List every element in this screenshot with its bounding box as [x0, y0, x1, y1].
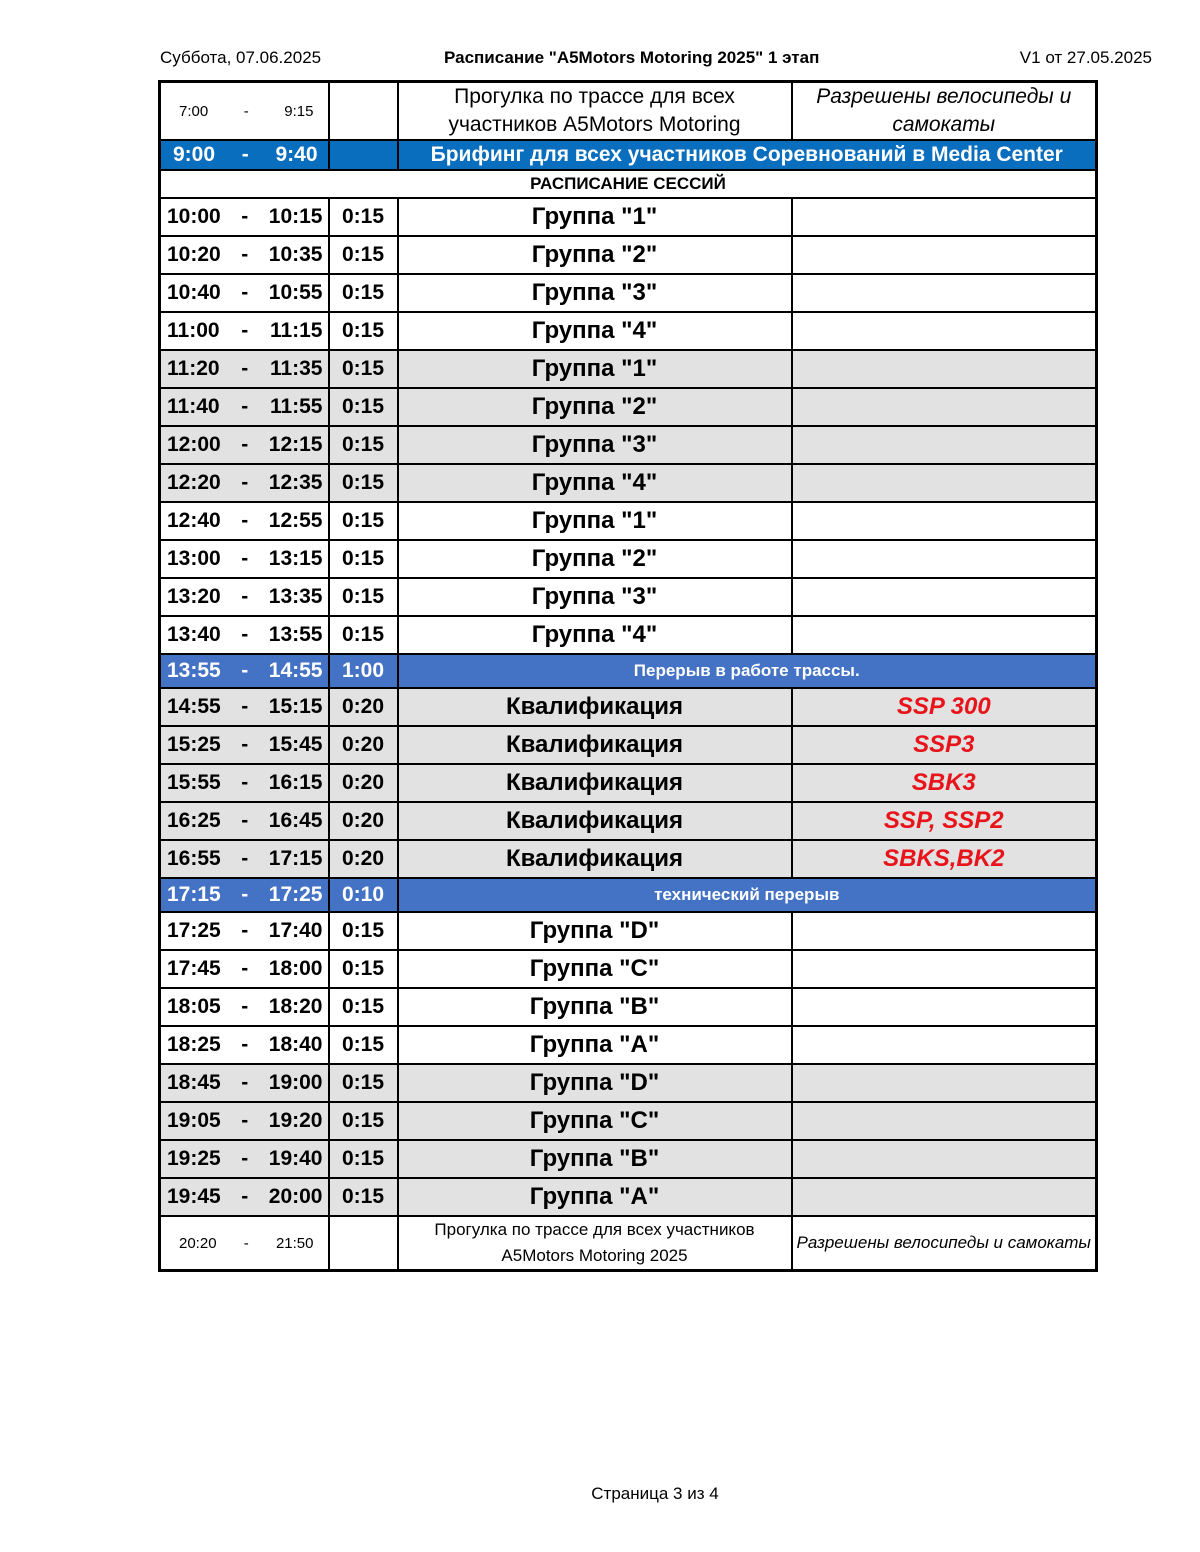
duration: 0:15	[329, 388, 398, 426]
end-time: 12:15	[268, 433, 323, 456]
start-time: 11:40	[167, 395, 220, 418]
start-time: 13:55	[167, 659, 221, 682]
session-class	[792, 350, 1097, 388]
session-row	[160, 950, 1097, 988]
session-row	[160, 616, 1097, 654]
end-time: 19:00	[268, 1071, 323, 1094]
end-time: 10:35	[268, 243, 323, 266]
session-class	[792, 1102, 1097, 1140]
end-time: 11:35	[269, 357, 323, 380]
walk-note: Разрешены велосипеды и самокаты	[792, 82, 1097, 141]
duration: 0:15	[329, 312, 398, 350]
time-cell	[160, 540, 329, 578]
walk-note: Разрешены велосипеды и самокаты	[792, 1216, 1097, 1271]
time-dash: -	[241, 357, 249, 380]
start-time: 18:45	[167, 1071, 221, 1094]
start-time: 10:40	[167, 281, 221, 304]
time-dash: -	[241, 243, 249, 266]
time-cell	[160, 802, 329, 840]
duration-cell	[329, 82, 398, 141]
session-row	[160, 426, 1097, 464]
start-time: 9:00	[173, 143, 216, 166]
time-dash: -	[241, 1147, 249, 1170]
session-class	[792, 464, 1097, 502]
duration: 0:20	[329, 764, 398, 802]
end-time: 13:35	[268, 585, 323, 608]
session-class	[792, 578, 1097, 616]
time-dash: -	[241, 957, 249, 980]
session-class	[792, 312, 1097, 350]
end-time: 12:55	[268, 509, 323, 532]
time-cell	[160, 502, 329, 540]
session-name: Группа "1"	[398, 198, 792, 236]
session-name: Группа "B"	[398, 988, 792, 1026]
time-dash: -	[241, 319, 249, 342]
time-cell	[160, 1216, 329, 1271]
duration: 0:15	[329, 426, 398, 464]
start-time: 15:55	[167, 771, 221, 794]
session-row	[160, 912, 1097, 950]
time-cell	[160, 1102, 329, 1140]
end-time: 17:25	[268, 883, 323, 906]
start-time: 16:55	[167, 847, 221, 870]
end-time: 16:15	[268, 771, 323, 794]
session-class	[792, 540, 1097, 578]
session-name: Группа "3"	[398, 578, 792, 616]
session-name: Группа "C"	[398, 1102, 792, 1140]
session-class	[792, 388, 1097, 426]
end-time: 20:00	[268, 1185, 323, 1208]
time-cell	[160, 578, 329, 616]
start-time: 13:40	[167, 623, 221, 646]
session-row	[160, 464, 1097, 502]
session-row	[160, 988, 1097, 1026]
briefing-row	[160, 140, 1097, 170]
session-row	[160, 726, 1097, 764]
duration: 0:15	[329, 616, 398, 654]
start-time: 17:15	[167, 883, 221, 906]
duration: 0:15	[329, 198, 398, 236]
header-title: Расписание "A5Motors Motoring 2025" 1 этап	[444, 48, 820, 67]
time-dash: -	[243, 102, 249, 120]
end-time: 18:40	[268, 1033, 323, 1056]
time-cell	[160, 764, 329, 802]
end-time: 21:50	[275, 1234, 314, 1252]
time-dash: -	[241, 919, 249, 942]
time-dash: -	[241, 585, 249, 608]
time-dash: -	[241, 995, 249, 1018]
end-time: 9:40	[275, 143, 318, 166]
start-time: 20:20	[179, 1234, 217, 1252]
session-class	[792, 502, 1097, 540]
break-row	[160, 654, 1097, 688]
duration: 0:15	[329, 1026, 398, 1064]
duration: 1:00	[329, 654, 398, 688]
duration: 0:15	[329, 578, 398, 616]
time-cell	[160, 878, 329, 912]
duration-cell	[329, 140, 398, 170]
session-class	[792, 236, 1097, 274]
session-row	[160, 198, 1097, 236]
session-name: Группа "A"	[398, 1178, 792, 1216]
session-class: SSP3	[792, 726, 1097, 764]
start-time: 13:20	[167, 585, 221, 608]
time-dash: -	[241, 695, 249, 718]
start-time: 12:40	[167, 509, 221, 532]
time-dash: -	[241, 143, 249, 166]
time-cell	[160, 1064, 329, 1102]
start-time: 17:45	[167, 957, 221, 980]
session-row	[160, 1064, 1097, 1102]
time-dash: -	[241, 547, 249, 570]
session-name: Группа "4"	[398, 312, 792, 350]
duration: 0:20	[329, 688, 398, 726]
break-description: технический перерыв	[398, 878, 1097, 912]
session-row	[160, 1026, 1097, 1064]
time-cell	[160, 840, 329, 878]
duration: 0:15	[329, 1102, 398, 1140]
time-dash: -	[241, 733, 249, 756]
session-class	[792, 950, 1097, 988]
session-name: Группа "D"	[398, 1064, 792, 1102]
time-cell	[160, 1140, 329, 1178]
session-name: Группа "3"	[398, 426, 792, 464]
duration: 0:15	[329, 988, 398, 1026]
duration: 0:15	[329, 950, 398, 988]
time-cell	[160, 236, 329, 274]
session-name: Группа "4"	[398, 464, 792, 502]
time-cell	[160, 274, 329, 312]
session-row	[160, 388, 1097, 426]
session-row	[160, 312, 1097, 350]
time-dash: -	[241, 1185, 249, 1208]
session-class	[792, 1064, 1097, 1102]
session-row	[160, 578, 1097, 616]
time-cell	[160, 1026, 329, 1064]
start-time: 12:20	[167, 471, 221, 494]
sessions-header: РАСПИСАНИЕ СЕССИЙ	[160, 170, 1097, 198]
end-time: 9:15	[284, 102, 314, 120]
walk-description: Прогулка по трассе для всех участников A5Motors Motoring	[398, 82, 792, 141]
session-name: Группа "D"	[398, 912, 792, 950]
end-time: 18:20	[268, 995, 323, 1018]
end-time: 19:40	[268, 1147, 323, 1170]
end-time: 19:20	[268, 1109, 323, 1132]
time-dash: -	[241, 623, 249, 646]
time-cell	[160, 912, 329, 950]
session-name: Квалификация	[398, 764, 792, 802]
end-time: 13:15	[268, 547, 323, 570]
session-name: Группа "2"	[398, 388, 792, 426]
start-time: 18:25	[167, 1033, 221, 1056]
end-time: 15:15	[268, 695, 323, 718]
session-class	[792, 1178, 1097, 1216]
end-time: 11:55	[269, 395, 323, 418]
duration: 0:15	[329, 540, 398, 578]
session-row	[160, 1178, 1097, 1216]
time-dash: -	[241, 395, 249, 418]
session-class: SBKS,BK2	[792, 840, 1097, 878]
duration: 0:20	[329, 840, 398, 878]
page-number: Страница 3 из 4	[591, 1484, 719, 1503]
time-dash: -	[241, 471, 249, 494]
time-dash: -	[243, 1234, 249, 1252]
session-class	[792, 1140, 1097, 1178]
session-name: Группа "4"	[398, 616, 792, 654]
duration: 0:15	[329, 350, 398, 388]
start-time: 18:05	[167, 995, 221, 1018]
session-row	[160, 502, 1097, 540]
duration: 0:15	[329, 1178, 398, 1216]
session-class	[792, 616, 1097, 654]
end-time: 16:45	[268, 809, 323, 832]
session-row	[160, 274, 1097, 312]
end-time: 10:15	[268, 205, 323, 228]
start-time: 13:00	[167, 547, 221, 570]
time-cell	[160, 388, 329, 426]
session-class	[792, 1026, 1097, 1064]
start-time: 15:25	[167, 733, 221, 756]
session-row	[160, 540, 1097, 578]
time-dash: -	[241, 883, 249, 906]
header-version: V1 от 27.05.2025	[1019, 48, 1152, 67]
session-name: Группа "3"	[398, 274, 792, 312]
time-dash: -	[241, 1033, 249, 1056]
session-name: Квалификация	[398, 802, 792, 840]
session-class: SSP 300	[792, 688, 1097, 726]
session-class	[792, 274, 1097, 312]
start-time: 10:20	[167, 243, 221, 266]
end-time: 15:45	[268, 733, 323, 756]
time-cell	[160, 654, 329, 688]
end-time: 12:35	[268, 471, 323, 494]
session-name: Группа "2"	[398, 236, 792, 274]
session-row	[160, 764, 1097, 802]
session-name: Группа "C"	[398, 950, 792, 988]
end-time: 10:55	[268, 281, 323, 304]
time-dash: -	[241, 847, 249, 870]
start-time: 19:25	[167, 1147, 221, 1170]
time-dash: -	[241, 509, 249, 532]
walk-morning-row	[160, 82, 1097, 141]
session-row	[160, 350, 1097, 388]
end-time: 18:00	[268, 957, 323, 980]
time-dash: -	[241, 1109, 249, 1132]
start-time: 12:00	[167, 433, 221, 456]
session-name: Группа "1"	[398, 502, 792, 540]
time-cell	[160, 426, 329, 464]
header-date: Суббота, 07.06.2025	[160, 48, 322, 67]
session-row	[160, 688, 1097, 726]
session-name: Квалификация	[398, 688, 792, 726]
time-dash: -	[241, 281, 249, 304]
session-name: Квалификация	[398, 726, 792, 764]
time-cell	[160, 350, 329, 388]
time-cell	[160, 464, 329, 502]
duration: 0:15	[329, 1140, 398, 1178]
schedule-table	[158, 80, 1098, 1272]
time-cell	[160, 950, 329, 988]
time-cell	[160, 140, 329, 170]
duration: 0:15	[329, 502, 398, 540]
time-cell	[160, 198, 329, 236]
duration: 0:15	[329, 912, 398, 950]
time-cell	[160, 82, 329, 141]
start-time: 11:20	[167, 357, 220, 380]
session-row	[160, 802, 1097, 840]
duration: 0:10	[329, 878, 398, 912]
briefing-description: Брифинг для всех участников Соревнований в Media Center	[398, 140, 1097, 170]
duration: 0:20	[329, 726, 398, 764]
session-row	[160, 1140, 1097, 1178]
session-name: Квалификация	[398, 840, 792, 878]
duration: 0:20	[329, 802, 398, 840]
end-time: 14:55	[268, 659, 323, 682]
session-class	[792, 988, 1097, 1026]
start-time: 17:25	[167, 919, 221, 942]
session-name: Группа "B"	[398, 1140, 792, 1178]
session-class: SSP, SSP2	[792, 802, 1097, 840]
time-dash: -	[241, 433, 249, 456]
session-class	[792, 198, 1097, 236]
start-time: 10:00	[167, 205, 221, 228]
start-time: 11:00	[167, 319, 220, 342]
time-cell	[160, 688, 329, 726]
duration-cell	[329, 1216, 398, 1271]
session-name: Группа "1"	[398, 350, 792, 388]
start-time: 19:05	[167, 1109, 221, 1132]
break-row	[160, 878, 1097, 912]
end-time: 11:15	[269, 319, 323, 342]
session-row	[160, 840, 1097, 878]
time-dash: -	[241, 771, 249, 794]
duration: 0:15	[329, 1064, 398, 1102]
start-time: 16:25	[167, 809, 221, 832]
time-dash: -	[241, 659, 249, 682]
start-time: 14:55	[167, 695, 221, 718]
duration: 0:15	[329, 464, 398, 502]
break-description: Перерыв в работе трассы.	[398, 654, 1097, 688]
end-time: 17:15	[268, 847, 323, 870]
sessions-header-row	[160, 170, 1097, 198]
duration: 0:15	[329, 274, 398, 312]
session-name: Группа "A"	[398, 1026, 792, 1064]
session-name: Группа "2"	[398, 540, 792, 578]
walk-evening-row	[160, 1216, 1097, 1271]
session-row	[160, 236, 1097, 274]
time-cell	[160, 988, 329, 1026]
time-cell	[160, 312, 329, 350]
time-dash: -	[241, 205, 249, 228]
end-time: 13:55	[268, 623, 323, 646]
walk-description: Прогулка по трассе для всех участников A5Motors Motoring 2025	[398, 1216, 792, 1271]
end-time: 17:40	[268, 919, 323, 942]
time-cell	[160, 1178, 329, 1216]
start-time: 7:00	[179, 102, 209, 120]
time-cell	[160, 616, 329, 654]
session-class: SBK3	[792, 764, 1097, 802]
start-time: 19:45	[167, 1185, 221, 1208]
session-row	[160, 1102, 1097, 1140]
session-class	[792, 912, 1097, 950]
session-class	[792, 426, 1097, 464]
time-cell	[160, 726, 329, 764]
duration: 0:15	[329, 236, 398, 274]
time-dash: -	[241, 1071, 249, 1094]
time-dash: -	[241, 809, 249, 832]
